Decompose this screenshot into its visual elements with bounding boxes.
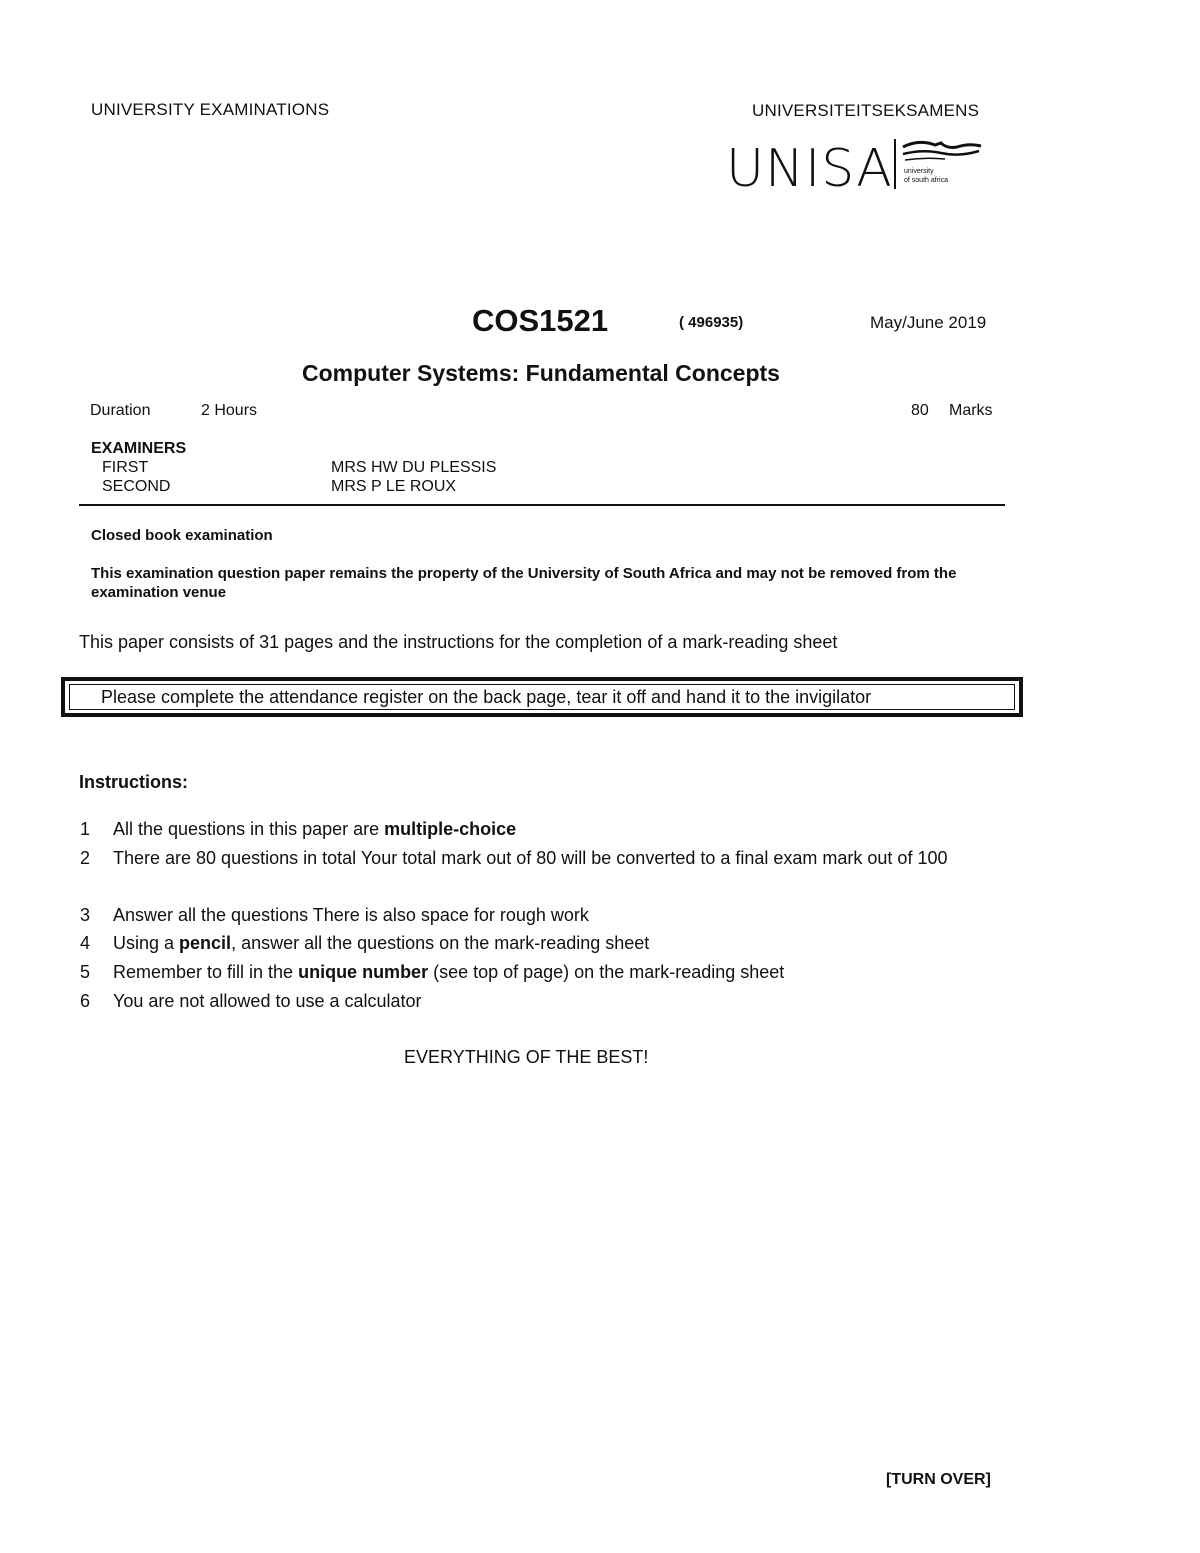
unisa-logo-wordmark: UNISA: [726, 139, 893, 199]
instruction-text-part: You are not allowed to use a calculator: [113, 991, 422, 1011]
examiner-second-label: SECOND: [102, 478, 171, 495]
instruction-text: [113, 844, 1013, 873]
instruction-text-bold: multiple-choice: [384, 819, 517, 839]
paper-pages-info: This paper consists of 31 pages and the instructions for the completion of a mark-reading sheet: [79, 632, 838, 652]
examiner-first-label: FIRST: [102, 459, 149, 476]
duration-value: 2 Hours: [201, 402, 258, 419]
instruction-text: [113, 987, 1018, 1016]
instruction-number: 6: [80, 991, 91, 1011]
instruction-text-part: There are 80 questions in total Your total mark out of 80 will be converted to a final exam mark out of 100: [113, 848, 948, 868]
exam-session: May/June 2019: [870, 313, 987, 332]
instruction-text-bold: unique number: [298, 962, 429, 982]
header-left: UNIVERSITY EXAMINATIONS: [91, 100, 330, 119]
instruction-text-bold: pencil: [179, 933, 232, 953]
attendance-notice-box: [61, 677, 1023, 717]
duration-label: Duration: [90, 402, 151, 419]
instruction-text-part: All the questions in this paper are: [113, 819, 385, 839]
instruction-text-part: , answer all the questions on the mark-reading sheet: [231, 933, 650, 953]
unique-number: ( 496935): [679, 314, 744, 331]
examiners-heading: EXAMINERS: [91, 440, 187, 457]
marks-label: Marks: [949, 402, 993, 419]
marks-value: 80: [911, 402, 929, 419]
instruction-number: 5: [80, 962, 91, 982]
instruction-text: [113, 958, 1018, 987]
unisa-tagline-2: of south africa: [904, 177, 948, 184]
instruction-text-part: (see top of page) on the mark-reading sheet: [428, 962, 785, 982]
header-right: UNIVERSITEITSEKSAMENS: [752, 101, 980, 120]
property-note: This examination question paper remains the property of the University of South Africa and may not be removed from the examination venue: [91, 565, 957, 601]
closed-book-note: Closed book examination: [91, 527, 273, 544]
course-title: Computer Systems: Fundamental Concepts: [302, 360, 780, 386]
course-code: COS1521: [472, 303, 609, 338]
instruction-number: 4: [80, 933, 91, 953]
instruction-text: [113, 929, 1018, 958]
closing-message: EVERYTHING OF THE BEST!: [404, 1047, 649, 1067]
instruction-number: 2: [80, 848, 91, 868]
attendance-notice: Please complete the attendance register on the back page, tear it off and hand it to the invigilator: [101, 687, 872, 707]
instruction-number: 1: [80, 819, 91, 839]
instruction-number: 3: [80, 905, 91, 925]
turn-over-footer: [TURN OVER]: [886, 1471, 991, 1488]
examiner-first-name: MRS HW DU PLESSIS: [331, 459, 497, 476]
examiners-divider: [79, 504, 1005, 506]
instruction-item: [80, 844, 1020, 902]
examiner-second-name: MRS P LE ROUX: [331, 478, 457, 495]
instruction-text: [113, 901, 1018, 930]
instructions-heading: Instructions:: [79, 772, 189, 792]
instruction-text-part: Answer all the questions There is also space for rough work: [113, 905, 589, 925]
unisa-tagline-1: university: [904, 168, 934, 175]
instruction-text-part: Remember to fill in the: [113, 962, 299, 982]
instruction-text-part: Using a: [113, 933, 180, 953]
instruction-text: [113, 815, 1018, 844]
